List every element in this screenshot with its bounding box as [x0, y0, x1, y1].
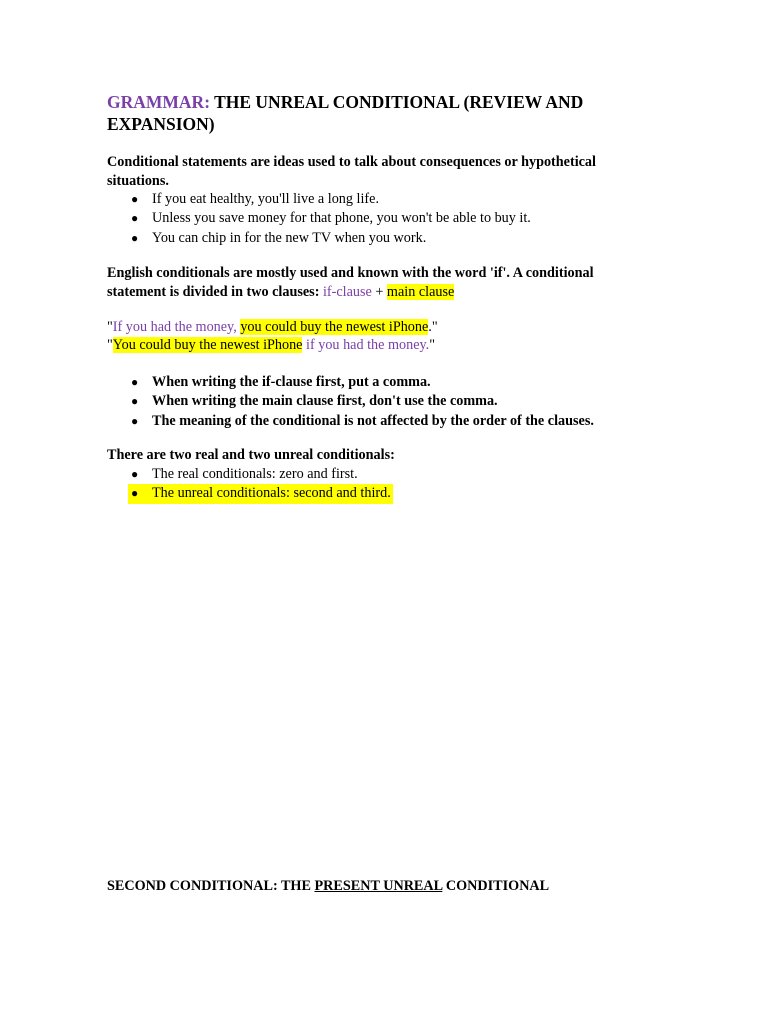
title-text: THE UNREAL CONDITIONAL (REVIEW AND EXPANSION) [107, 92, 584, 134]
quote-main-clause: You could buy the newest iPhone [112, 337, 303, 353]
highlighted-row: ● The unreal conditionals: second and third. [128, 484, 393, 503]
list-item [107, 484, 667, 503]
page-title [107, 91, 667, 135]
list-item: ● If you eat healthy, you'll live a long life. [107, 190, 667, 209]
types-list [107, 465, 667, 504]
list-item: ● When writing the main clause first, don't use the comma. [107, 392, 667, 411]
list-item: ● Unless you save money for that phone, you won't be able to buy it. [107, 209, 667, 228]
bullet-icon: ● [131, 394, 139, 409]
main-clause-term: main clause [386, 284, 455, 300]
rules-list [107, 373, 667, 431]
if-clause-term: if-clause [322, 284, 372, 300]
bullet-icon: ● [131, 375, 139, 389]
bullet-icon: ● [131, 192, 139, 206]
example-quote-1: "If you had the money, you could buy the newest iPhone." [107, 319, 438, 335]
clauses-paragraph: English conditionals are mostly used and known with the word 'if'. A conditional statement is divided in two clauses: if-clause + main clause [107, 265, 594, 300]
intro-examples-list [107, 190, 667, 248]
list-item: ● When writing the if-clause first, put a comma. [107, 373, 667, 392]
title-label: GRAMMAR: [107, 92, 211, 112]
quote-if-clause: If you had the money, [112, 319, 237, 335]
intro-paragraph: Conditional statements are ideas used to talk about consequences or hypothetical situations. [107, 154, 596, 189]
types-heading: There are two real and two unreal conditionals: [107, 447, 395, 463]
example-quote-2: "You could buy the newest iPhone if you had the money." [107, 337, 436, 353]
bullet-icon: ● [131, 486, 139, 501]
bullet-icon: ● [131, 230, 139, 245]
list-item: ● You can chip in for the new TV when you work. [107, 229, 667, 248]
list-item: ● The real conditionals: zero and first. [107, 465, 667, 484]
list-item: ● The meaning of the conditional is not affected by the order of the clauses. [107, 412, 667, 431]
section-heading: SECOND CONDITIONAL: THE PRESENT UNREAL CONDITIONAL [107, 878, 550, 894]
bullet-icon: ● [131, 211, 139, 226]
bullet-icon: ● [131, 467, 139, 481]
quote-if-clause: if you had the money. [302, 337, 430, 353]
quote-main-clause: you could buy the newest iPhone [240, 319, 429, 335]
bullet-icon: ● [131, 413, 139, 428]
underlined-term: PRESENT UNREAL [314, 878, 443, 894]
